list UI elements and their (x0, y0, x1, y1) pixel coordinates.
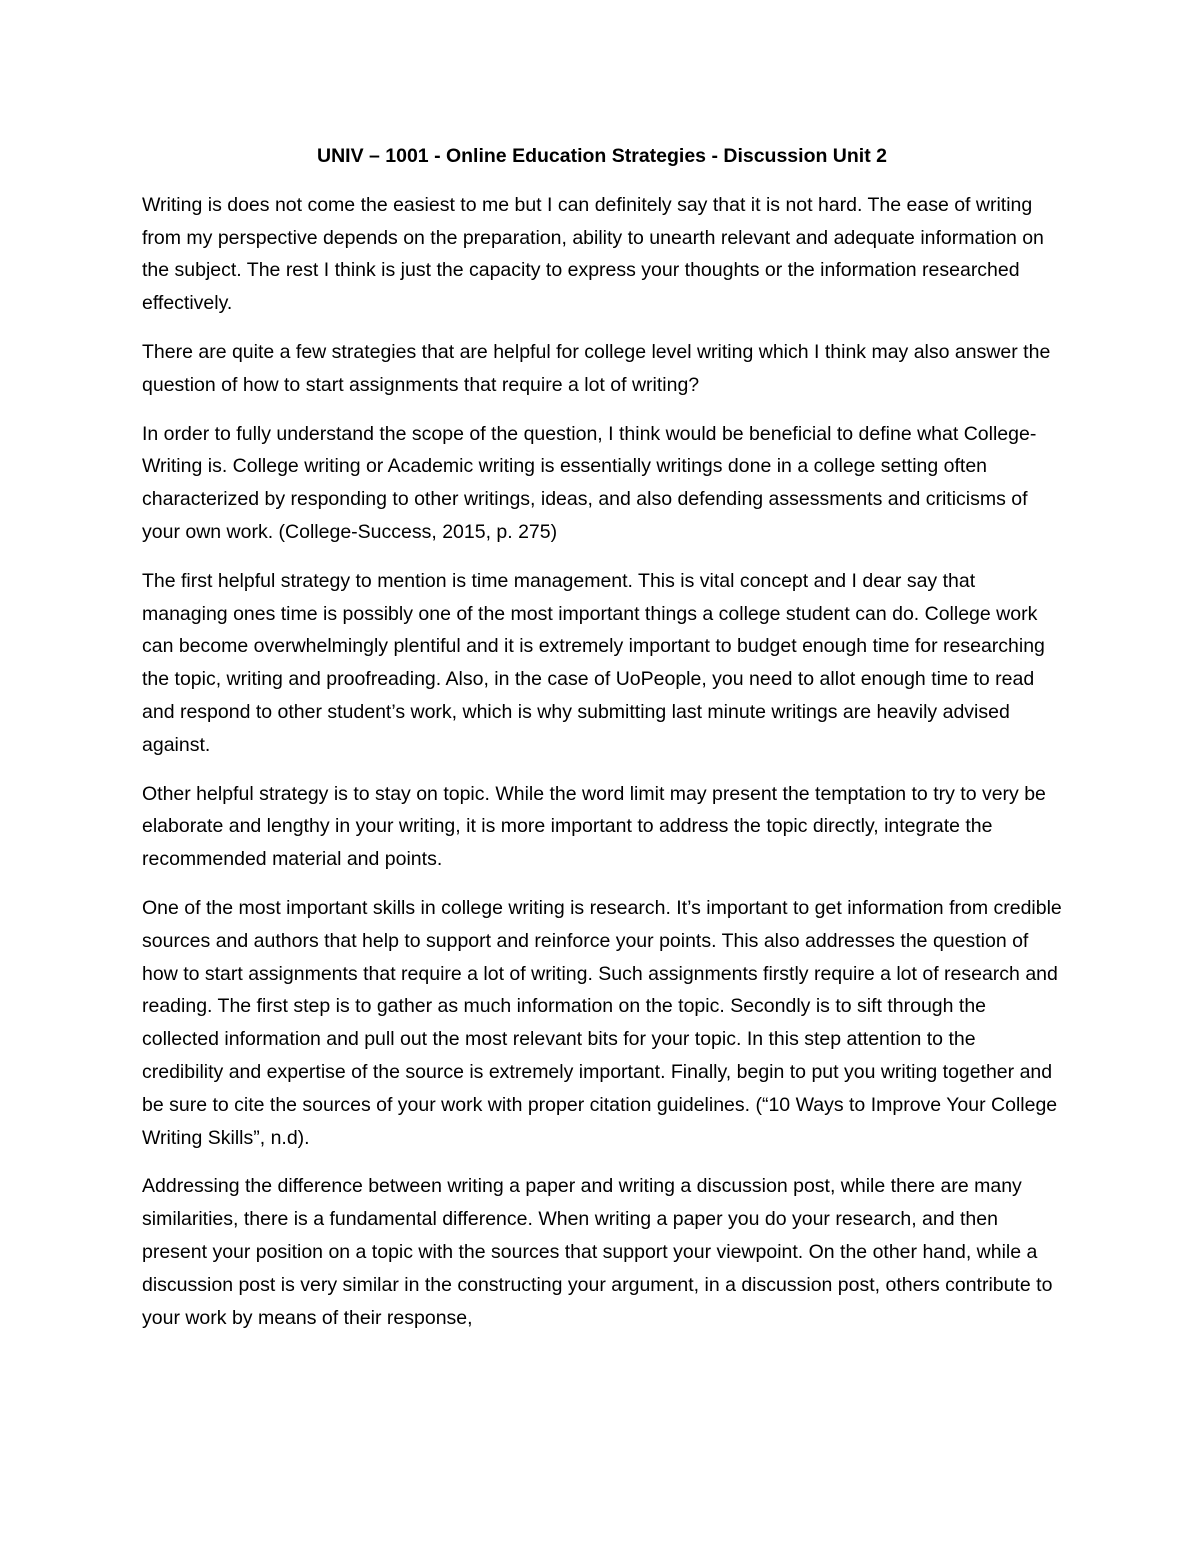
paragraph-stay-on-topic: Other helpful strategy is to stay on topic. While the word limit may present the temptation to try to very be elaborate and lengthy in your writing, it is more important to address the topic directly, integrate the recommended material and points. (142, 782, 1046, 871)
paragraph-definition: In order to fully understand the scope of the question, I think would be beneficial to define what College-Writing is. College writing or Academic writing is essentially writings done in a college setting often characterized by responding to other writings, ideas, and also defending assessments and criticisms of your own work. (College-Success, 2015, p. 275) (142, 422, 1037, 543)
paragraph-strategies: There are quite a few strategies that are helpful for college level writing which I think may also answer the question of how to start assignments that require a lot of writing? (142, 340, 1051, 396)
paragraph-research: One of the most important skills in college writing is research. It’s important to get information from credible sources and authors that help to support and reinforce your points. This also addresses the question of how to start assignments that require a lot of writing. Such assignments firstly require a lot of research and reading. The first step is to gather as much information on the topic. Secondly is to sift through the collected information and pull out the most relevant bits for your topic. In this step attention to the credibility and expertise of the source is extremely important. Finally, begin to put you writing together and be sure to cite the sources of your work with proper citation guidelines. (“10 Ways to Improve Your College Writing Skills”, n.d). (142, 896, 1062, 1149)
paragraph-time-management: The first helpful strategy to mention is time management. This is vital concept and I dear say that managing ones time is possibly one of the most important things a college student can do. College work can become overwhelmingly plentiful and it is extremely important to budget enough time for researching the topic, writing and proofreading. Also, in the case of UoPeople, you need to allot enough time to read and respond to other student’s work, which is why submitting last minute writings are heavily advised against. (142, 569, 1045, 756)
document-title: UNIV – 1001 - Online Education Strategies - Discussion Unit 2 (317, 145, 887, 167)
paragraph-intro: Writing is does not come the easiest to me but I can definitely say that it is not hard. The ease of writing from my perspective depends on the preparation, ability to unearth relevant and adequate information on the subject. The rest I think is just the capacity to express your thoughts or the information researched effectively. (142, 193, 1044, 315)
paragraph-paper-vs-post: Addressing the difference between writing a paper and writing a discussion post, while there are many similarities, there is a fundamental difference. When writing a paper you do your research, and then present your position on a topic with the sources that support your viewpoint. On the other hand, while a discussion post is very similar in the constructing your argument, in a discussion post, others contribute to your work by means of their response, (142, 1175, 1053, 1329)
document-body (142, 140, 1062, 1350)
